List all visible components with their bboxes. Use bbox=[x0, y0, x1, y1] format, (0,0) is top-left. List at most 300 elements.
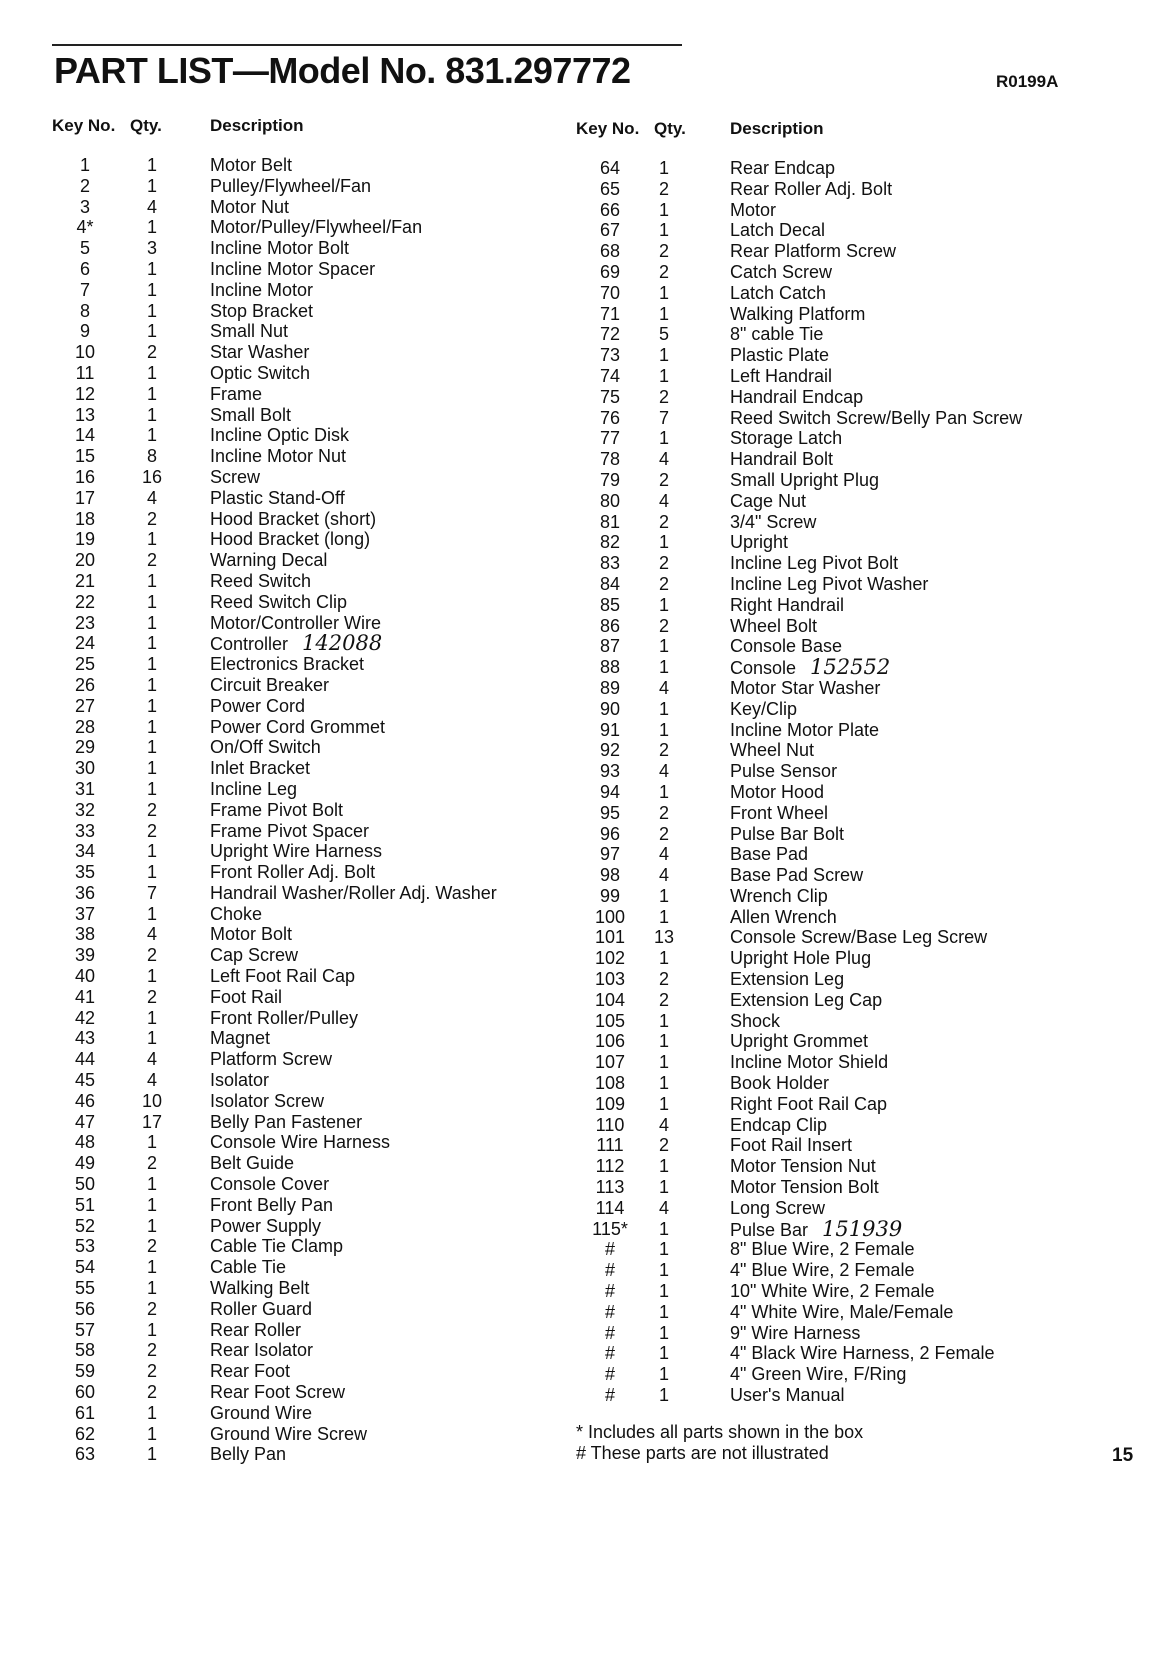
part-description: Incline Leg Pivot Washer bbox=[730, 573, 929, 594]
part-description-cell bbox=[210, 1278, 309, 1299]
part-row bbox=[0, 696, 580, 717]
part-description: Incline Motor Plate bbox=[730, 719, 880, 740]
part-row bbox=[0, 1278, 580, 1299]
part-quantity: 1 bbox=[658, 1239, 669, 1260]
part-key-number: 106 bbox=[594, 1031, 626, 1052]
part-description-cell bbox=[730, 366, 832, 387]
part-row bbox=[580, 491, 1174, 512]
part-key-number: 111 bbox=[596, 1135, 624, 1156]
part-description-cell bbox=[210, 529, 370, 550]
part-description-cell bbox=[210, 924, 292, 945]
part-key-number: 68 bbox=[599, 241, 621, 262]
part-description: Circuit Breaker bbox=[210, 674, 330, 695]
part-quantity: 1 bbox=[146, 570, 157, 591]
part-row bbox=[0, 342, 580, 363]
part-quantity: 2 bbox=[146, 1236, 157, 1257]
part-row bbox=[580, 1364, 1174, 1385]
part-quantity: 4 bbox=[658, 1114, 669, 1135]
part-row bbox=[0, 779, 580, 800]
part-quantity: 4 bbox=[146, 1070, 157, 1091]
part-description: 3/4" Screw bbox=[730, 511, 817, 532]
part-row bbox=[0, 1112, 580, 1133]
part-description-cell bbox=[730, 1073, 829, 1094]
part-key-number: 62 bbox=[74, 1423, 96, 1444]
part-description-cell bbox=[730, 1156, 876, 1177]
part-description-cell bbox=[210, 1195, 333, 1216]
part-description: Pulse Bar bbox=[730, 1219, 809, 1240]
part-row bbox=[580, 1156, 1174, 1177]
part-key-number: 113 bbox=[595, 1177, 625, 1198]
part-description-cell bbox=[730, 886, 828, 907]
part-description: Controller bbox=[210, 634, 289, 655]
part-quantity: 1 bbox=[658, 948, 669, 969]
part-key-number: 107 bbox=[594, 1052, 626, 1073]
part-key-number: 17 bbox=[74, 487, 96, 508]
part-key-number: 65 bbox=[599, 178, 621, 199]
part-description-cell bbox=[730, 491, 806, 512]
part-description: 4" Green Wire, F/Ring bbox=[730, 1364, 907, 1385]
part-description: Left Handrail bbox=[730, 365, 833, 386]
part-description: 4" White Wire, Male/Female bbox=[730, 1301, 954, 1322]
part-quantity: 1 bbox=[658, 1301, 669, 1322]
part-key-number: 22 bbox=[74, 591, 96, 612]
part-quantity: 1 bbox=[658, 636, 669, 657]
part-quantity: 1 bbox=[146, 1215, 157, 1236]
part-description: Front Belly Pan bbox=[210, 1194, 334, 1215]
part-description: Ground Wire bbox=[210, 1402, 313, 1423]
part-quantity: 1 bbox=[146, 217, 157, 238]
part-description: Allen Wrench bbox=[730, 906, 837, 927]
part-description: Catch Screw bbox=[730, 261, 833, 282]
part-quantity: 2 bbox=[658, 241, 669, 262]
part-quantity: 2 bbox=[658, 823, 669, 844]
part-row bbox=[580, 616, 1174, 637]
part-description-cell bbox=[730, 927, 987, 948]
part-description: Frame Pivot Bolt bbox=[210, 799, 344, 820]
part-quantity: 7 bbox=[146, 882, 157, 903]
part-description: Console Base bbox=[730, 636, 843, 657]
part-key-number: 48 bbox=[74, 1132, 96, 1153]
part-description: Rear Isolator bbox=[210, 1340, 314, 1361]
part-description-cell bbox=[210, 1008, 358, 1029]
part-row bbox=[0, 1153, 580, 1174]
part-description: Key/Clip bbox=[730, 698, 798, 719]
part-description: Endcap Clip bbox=[730, 1114, 828, 1135]
part-quantity: 1 bbox=[146, 1319, 157, 1340]
part-key-number: 102 bbox=[594, 948, 626, 969]
part-key-number: 19 bbox=[74, 529, 96, 550]
part-description: Optic Switch bbox=[210, 362, 311, 383]
part-row bbox=[0, 405, 580, 426]
part-row bbox=[580, 1177, 1174, 1198]
part-quantity: 13 bbox=[653, 927, 675, 948]
part-description-cell bbox=[730, 1094, 887, 1115]
part-key-number: 67 bbox=[599, 220, 621, 241]
part-key-number: # bbox=[604, 1281, 615, 1302]
part-key-number: 72 bbox=[599, 324, 621, 345]
part-description: Incline Motor bbox=[210, 279, 314, 300]
part-quantity: 1 bbox=[146, 966, 157, 987]
part-description: Motor Star Washer bbox=[730, 677, 881, 698]
part-key-number: 28 bbox=[74, 716, 96, 737]
part-description-cell bbox=[730, 1177, 879, 1198]
part-quantity: 1 bbox=[146, 529, 157, 550]
part-quantity: 1 bbox=[658, 719, 669, 740]
part-key-number: 95 bbox=[599, 802, 621, 823]
part-description: Reed Switch Clip bbox=[210, 591, 348, 612]
part-row bbox=[0, 1299, 580, 1320]
part-key-number: 89 bbox=[599, 677, 621, 698]
part-description: Stop Bracket bbox=[210, 300, 314, 321]
part-row bbox=[0, 1340, 580, 1361]
part-quantity: 2 bbox=[146, 1361, 157, 1382]
part-quantity: 1 bbox=[658, 885, 669, 906]
part-quantity: 1 bbox=[658, 1343, 669, 1364]
part-row bbox=[580, 1239, 1174, 1260]
part-quantity: 7 bbox=[658, 407, 669, 428]
part-key-number: 11 bbox=[75, 362, 95, 383]
part-quantity: 4 bbox=[658, 761, 669, 782]
part-key-number: 24 bbox=[74, 633, 96, 654]
part-row bbox=[580, 470, 1174, 491]
part-description-cell bbox=[730, 616, 817, 637]
part-row bbox=[580, 969, 1174, 990]
part-description-cell bbox=[210, 1424, 367, 1445]
part-quantity: 1 bbox=[658, 1073, 669, 1094]
part-description-cell bbox=[730, 1385, 844, 1406]
part-row bbox=[0, 1382, 580, 1403]
part-row bbox=[580, 824, 1174, 845]
part-key-number: 60 bbox=[74, 1382, 96, 1403]
part-description: Plastic Plate bbox=[730, 345, 830, 366]
part-description-cell bbox=[210, 987, 282, 1008]
part-description-cell bbox=[210, 1257, 286, 1278]
part-key-number: 80 bbox=[599, 490, 621, 511]
part-row bbox=[580, 1073, 1174, 1094]
part-description-cell bbox=[210, 779, 297, 800]
part-row bbox=[0, 592, 580, 613]
part-row bbox=[0, 862, 580, 883]
part-description: Isolator Screw bbox=[210, 1090, 325, 1111]
part-quantity: 1 bbox=[146, 695, 157, 716]
part-description: Small Upright Plug bbox=[730, 469, 880, 490]
part-key-number: 14 bbox=[74, 425, 96, 446]
part-description-cell bbox=[730, 428, 842, 449]
part-quantity: 1 bbox=[146, 300, 157, 321]
part-row bbox=[0, 238, 580, 259]
part-key-number: 73 bbox=[599, 345, 621, 366]
part-row bbox=[580, 428, 1174, 449]
part-description-cell bbox=[730, 865, 863, 886]
part-description: Rear Foot Screw bbox=[210, 1382, 346, 1403]
part-key-number: 46 bbox=[74, 1090, 96, 1111]
part-key-number: 52 bbox=[74, 1215, 96, 1236]
part-key-number: 83 bbox=[599, 553, 621, 574]
part-quantity: 2 bbox=[658, 469, 669, 490]
part-description-cell bbox=[210, 945, 298, 966]
header-key-left: Key No. bbox=[52, 116, 116, 135]
part-quantity: 2 bbox=[658, 511, 669, 532]
part-key-number: 47 bbox=[74, 1111, 96, 1132]
part-row bbox=[580, 324, 1174, 345]
part-row bbox=[580, 1302, 1174, 1323]
part-description: Storage Latch bbox=[730, 428, 843, 449]
part-quantity: 1 bbox=[146, 1174, 157, 1195]
part-quantity: 10 bbox=[141, 1090, 163, 1111]
part-row bbox=[580, 699, 1174, 720]
part-description: Left Foot Rail Cap bbox=[210, 966, 356, 987]
part-key-number: # bbox=[604, 1239, 615, 1260]
part-row bbox=[580, 179, 1174, 200]
part-key-number: 33 bbox=[74, 820, 96, 841]
part-quantity: 4 bbox=[658, 490, 669, 511]
part-key-number: 74 bbox=[599, 365, 621, 386]
part-description-cell bbox=[210, 509, 376, 530]
part-quantity: 1 bbox=[658, 345, 669, 366]
part-row bbox=[0, 1049, 580, 1070]
part-description-cell bbox=[730, 532, 788, 553]
part-description: Rear Foot bbox=[210, 1361, 291, 1382]
part-row bbox=[0, 1320, 580, 1341]
part-row bbox=[0, 384, 580, 405]
part-description-cell bbox=[210, 1236, 343, 1257]
part-row bbox=[0, 1091, 580, 1112]
part-description: Isolator bbox=[210, 1070, 270, 1091]
part-key-number: 69 bbox=[599, 261, 621, 282]
part-description-cell bbox=[210, 1320, 301, 1341]
part-description-cell bbox=[730, 1135, 852, 1156]
part-description-cell bbox=[210, 280, 313, 301]
part-description-cell bbox=[210, 384, 262, 405]
part-description: Wheel Bolt bbox=[730, 615, 818, 636]
part-row bbox=[0, 945, 580, 966]
part-quantity: 1 bbox=[146, 1423, 157, 1444]
part-key-number: 1 bbox=[79, 155, 90, 175]
part-quantity: 2 bbox=[146, 508, 157, 529]
part-quantity: 1 bbox=[658, 1093, 669, 1114]
part-key-number: 64 bbox=[599, 158, 621, 178]
part-description: Right Foot Rail Cap bbox=[730, 1093, 888, 1114]
part-description: Long Screw bbox=[730, 1197, 826, 1218]
part-description-cell bbox=[210, 238, 349, 259]
part-description: Cable Tie bbox=[210, 1257, 287, 1278]
part-row bbox=[580, 1323, 1174, 1344]
part-description-cell bbox=[210, 654, 364, 675]
part-quantity: 1 bbox=[146, 778, 157, 799]
part-quantity: 2 bbox=[146, 820, 157, 841]
part-key-number: 32 bbox=[74, 799, 96, 820]
part-description: 10" White Wire, 2 Female bbox=[730, 1281, 935, 1302]
part-row bbox=[580, 1260, 1174, 1281]
part-quantity: 1 bbox=[146, 758, 157, 779]
part-row bbox=[0, 550, 580, 571]
part-key-number: 112 bbox=[595, 1156, 625, 1177]
part-row bbox=[0, 987, 580, 1008]
part-quantity: 1 bbox=[146, 1007, 157, 1028]
part-quantity: 1 bbox=[658, 1385, 669, 1406]
part-description-cell bbox=[730, 657, 890, 679]
part-quantity: 1 bbox=[658, 158, 669, 178]
part-description: Base Pad Screw bbox=[730, 865, 864, 886]
handwritten-part-number: 152552 bbox=[810, 655, 891, 680]
part-key-number: 57 bbox=[74, 1319, 96, 1340]
part-row bbox=[580, 262, 1174, 283]
part-description: Upright Wire Harness bbox=[210, 841, 383, 862]
part-key-number: 61 bbox=[74, 1402, 96, 1423]
part-description: Incline Leg bbox=[210, 778, 298, 799]
part-description-cell bbox=[730, 449, 833, 470]
part-description-cell bbox=[730, 179, 892, 200]
part-description: Power Cord bbox=[210, 695, 306, 716]
part-description: Power Supply bbox=[210, 1215, 322, 1236]
part-quantity: 1 bbox=[658, 906, 669, 927]
part-key-number: 97 bbox=[599, 844, 621, 865]
title-rule bbox=[52, 44, 682, 46]
part-row bbox=[0, 675, 580, 696]
part-description-cell bbox=[210, 1049, 332, 1070]
part-description: Hood Bracket (short) bbox=[210, 508, 377, 529]
part-quantity: 2 bbox=[146, 1340, 157, 1361]
part-quantity: 5 bbox=[658, 324, 669, 345]
part-description-cell bbox=[210, 1361, 290, 1382]
part-description: 8" cable Tie bbox=[730, 324, 824, 345]
part-key-number: # bbox=[604, 1343, 615, 1364]
part-description: Warning Decal bbox=[210, 550, 328, 571]
part-description: Incline Motor Spacer bbox=[210, 258, 376, 279]
part-description: Motor Belt bbox=[210, 155, 293, 175]
part-description: Cable Tie Clamp bbox=[210, 1236, 344, 1257]
part-description: Shock bbox=[730, 1010, 781, 1031]
part-description-cell bbox=[210, 717, 385, 738]
part-quantity: 17 bbox=[141, 1111, 163, 1132]
part-key-number: # bbox=[604, 1385, 615, 1406]
part-description-cell bbox=[210, 1444, 286, 1465]
part-description: Pulse Sensor bbox=[730, 761, 838, 782]
part-quantity: 1 bbox=[658, 1322, 669, 1343]
part-description: Star Washer bbox=[210, 342, 310, 363]
part-row bbox=[580, 1115, 1174, 1136]
part-description: Incline Motor Shield bbox=[730, 1052, 889, 1073]
part-key-number: 90 bbox=[599, 698, 621, 719]
part-description: Belly Pan bbox=[210, 1444, 287, 1465]
part-description-cell bbox=[730, 824, 844, 845]
part-key-number: 7 bbox=[79, 279, 90, 300]
part-description: 9" Wire Harness bbox=[730, 1322, 861, 1343]
part-key-number: 30 bbox=[74, 758, 96, 779]
part-row bbox=[0, 966, 580, 987]
part-key-number: 58 bbox=[74, 1340, 96, 1361]
part-description: Walking Belt bbox=[210, 1278, 310, 1299]
part-description: 4" Blue Wire, 2 Female bbox=[730, 1260, 915, 1281]
part-quantity: 1 bbox=[658, 532, 669, 553]
part-key-number: 71 bbox=[599, 303, 621, 324]
part-description-cell bbox=[730, 553, 898, 574]
part-row bbox=[580, 782, 1174, 803]
part-quantity: 4 bbox=[658, 865, 669, 886]
part-description: Latch Catch bbox=[730, 282, 827, 303]
part-description-cell bbox=[730, 1364, 906, 1385]
part-description-cell bbox=[730, 1260, 914, 1281]
part-key-number: 12 bbox=[74, 383, 96, 404]
part-key-number: 79 bbox=[599, 469, 621, 490]
header-key-right: Key No. bbox=[576, 119, 640, 138]
part-row bbox=[0, 1195, 580, 1216]
part-description-cell bbox=[210, 841, 382, 862]
part-quantity: 1 bbox=[146, 903, 157, 924]
part-row bbox=[580, 1052, 1174, 1073]
part-key-number: 15 bbox=[74, 446, 96, 467]
part-key-number: 9 bbox=[79, 321, 90, 342]
part-key-number: 93 bbox=[599, 761, 621, 782]
part-quantity: 2 bbox=[658, 178, 669, 199]
part-quantity: 4 bbox=[146, 487, 157, 508]
page-number: 15 bbox=[1112, 1445, 1134, 1466]
part-row bbox=[580, 553, 1174, 574]
part-description: Latch Decal bbox=[730, 220, 826, 241]
part-description-cell bbox=[730, 990, 882, 1011]
part-quantity: 1 bbox=[658, 1156, 669, 1177]
part-key-number: 39 bbox=[74, 945, 96, 966]
part-key-number: 38 bbox=[74, 924, 96, 945]
part-description: Pulley/Flywheel/Fan bbox=[210, 175, 372, 196]
part-key-number: 21 bbox=[74, 570, 96, 591]
part-description: Upright Grommet bbox=[730, 1031, 869, 1052]
part-description-cell bbox=[730, 1216, 903, 1241]
part-row bbox=[0, 1216, 580, 1237]
part-row bbox=[0, 1008, 580, 1029]
part-description-cell bbox=[730, 1011, 780, 1032]
part-row bbox=[580, 886, 1174, 907]
part-row bbox=[0, 717, 580, 738]
part-description-cell bbox=[210, 821, 369, 842]
part-row bbox=[0, 841, 580, 862]
part-description-cell bbox=[730, 948, 871, 969]
part-quantity: 2 bbox=[146, 1298, 157, 1319]
part-description-cell bbox=[210, 550, 327, 571]
part-row bbox=[580, 304, 1174, 325]
part-key-number: 37 bbox=[74, 903, 96, 924]
part-quantity: 2 bbox=[146, 799, 157, 820]
right-parts-list bbox=[580, 158, 1174, 1406]
part-description: Small Bolt bbox=[210, 404, 292, 425]
part-description-cell bbox=[210, 1070, 269, 1091]
part-key-number: 104 bbox=[594, 989, 626, 1010]
part-description-cell bbox=[210, 217, 422, 238]
part-description-cell bbox=[210, 862, 375, 883]
part-quantity: 1 bbox=[658, 1364, 669, 1385]
part-row bbox=[580, 1094, 1174, 1115]
part-quantity: 4 bbox=[146, 196, 157, 217]
part-description-cell bbox=[730, 740, 814, 761]
part-key-number: 87 bbox=[599, 636, 621, 657]
part-quantity: 1 bbox=[146, 1278, 157, 1299]
part-description: Motor/Pulley/Flywheel/Fan bbox=[210, 217, 423, 238]
part-description-cell bbox=[730, 678, 880, 699]
part-quantity: 1 bbox=[146, 404, 157, 425]
part-quantity: 1 bbox=[658, 303, 669, 324]
part-description-cell bbox=[210, 197, 289, 218]
part-quantity: 2 bbox=[146, 986, 157, 1007]
part-key-number: 98 bbox=[599, 865, 621, 886]
page-title: PART LIST—Model No. 831.297772 bbox=[54, 50, 631, 91]
part-description: Pulse Bar Bolt bbox=[730, 823, 845, 844]
part-row bbox=[0, 758, 580, 779]
part-key-number: 82 bbox=[599, 532, 621, 553]
part-row bbox=[0, 529, 580, 550]
part-quantity: 1 bbox=[146, 737, 157, 758]
part-key-number: 51 bbox=[74, 1194, 96, 1215]
part-quantity: 3 bbox=[146, 238, 157, 259]
